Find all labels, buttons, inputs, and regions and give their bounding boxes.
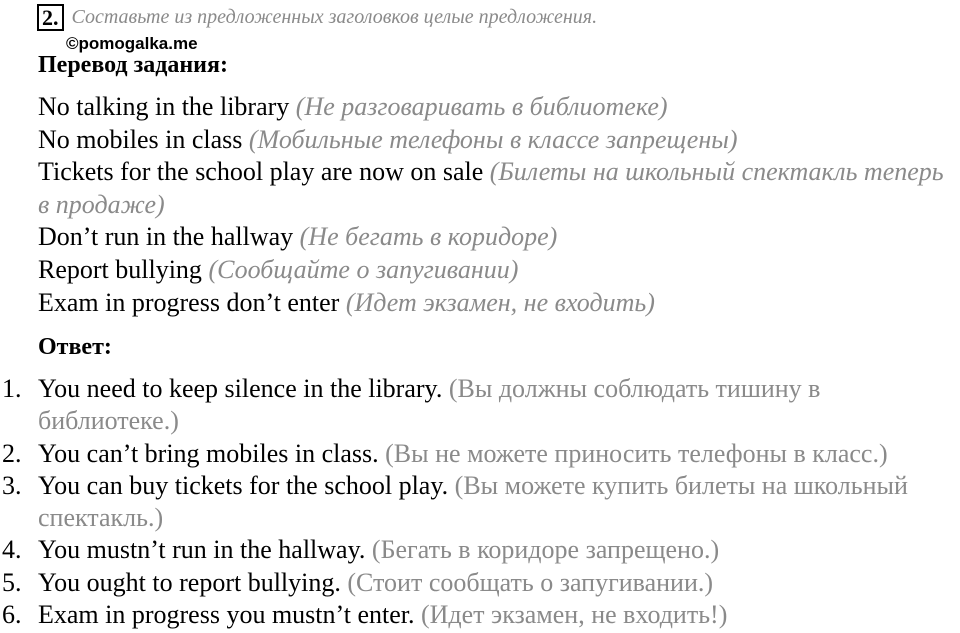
answer-number: 6.	[2, 600, 22, 630]
answer-item	[0, 599, 960, 631]
task-instruction: Составьте из предложенных заголовков целые предложения.	[71, 6, 598, 28]
translation-item	[38, 287, 948, 320]
translation-item	[38, 221, 948, 254]
answer-ru: (Вы должны соблюдать тишину в библиотеке.)	[38, 374, 821, 436]
answer-en: You can buy tickets for the school play.	[38, 470, 449, 500]
translation-item	[38, 254, 948, 287]
answer-item	[0, 567, 960, 599]
task-number: 2.	[37, 4, 64, 31]
answer-ru: (Вы можете купить билеты на школьный спектакль.)	[38, 470, 908, 533]
answer-number: 5.	[2, 567, 22, 597]
answer-ru: (Стоит сообщать о запугивании.)	[347, 567, 714, 597]
answer-body	[38, 567, 960, 599]
translation-title: Перевод задания:	[38, 52, 228, 78]
answer-en: You ought to report bullying.	[38, 567, 341, 597]
translation-ru: (Мобильные телефоны в классе запрещены)	[248, 124, 738, 154]
answer-en: Exam in progress you mustn’t enter.	[38, 600, 415, 630]
watermark: ©pomogalka.me	[66, 34, 198, 53]
translation-item	[38, 124, 948, 157]
translation-ru: (Не разговаривать в библиотеке)	[295, 92, 668, 121]
translation-item	[38, 156, 948, 221]
translation-en: Exam in progress don’t enter	[38, 287, 340, 317]
answer-body	[38, 373, 960, 438]
translation-ru: (Не бегать в коридоре)	[299, 222, 558, 252]
answer-item	[0, 373, 960, 438]
answer-number: 1.	[2, 374, 22, 403]
answer-body	[38, 534, 960, 566]
translation-en: Don’t run in the hallway	[38, 222, 294, 252]
translation-ru: (Билеты на школьный спектакль теперь в продаже)	[38, 157, 944, 219]
answer-body	[38, 470, 960, 535]
answer-item	[0, 438, 960, 470]
translation-ru: (Идет экзамен, не входить)	[345, 287, 655, 317]
translation-item	[38, 91, 948, 124]
answer-title: Ответ:	[38, 334, 112, 360]
translation-en: No mobiles in class	[38, 124, 243, 154]
answer-item	[0, 534, 960, 566]
answer-ru: (Вы не можете приносить телефоны в класс.)	[385, 438, 888, 468]
answer-item	[0, 470, 960, 535]
answer-en: You need to keep silence in the library.	[38, 374, 443, 403]
answer-en: You mustn’t run in the hallway.	[38, 535, 366, 565]
translation-en: Tickets for the school play are now on sale	[38, 157, 484, 187]
translation-ru: (Сообщайте о запугивании)	[208, 254, 519, 284]
translation-en: Report bullying	[38, 254, 202, 284]
task-header	[37, 4, 597, 31]
answer-ru: (Идет экзамен, не входить!)	[420, 600, 728, 630]
answer-body	[38, 438, 960, 470]
answer-number: 3.	[2, 470, 22, 500]
answer-list	[0, 373, 960, 631]
translation-en: No talking in the library	[38, 92, 290, 121]
translation-list	[38, 91, 948, 319]
answer-ru: (Бегать в коридоре запрещено.)	[371, 535, 720, 565]
answer-number: 2.	[2, 438, 22, 468]
answer-en: You can’t bring mobiles in class.	[38, 438, 379, 468]
answer-number: 4.	[2, 535, 22, 565]
answer-body	[38, 599, 960, 631]
